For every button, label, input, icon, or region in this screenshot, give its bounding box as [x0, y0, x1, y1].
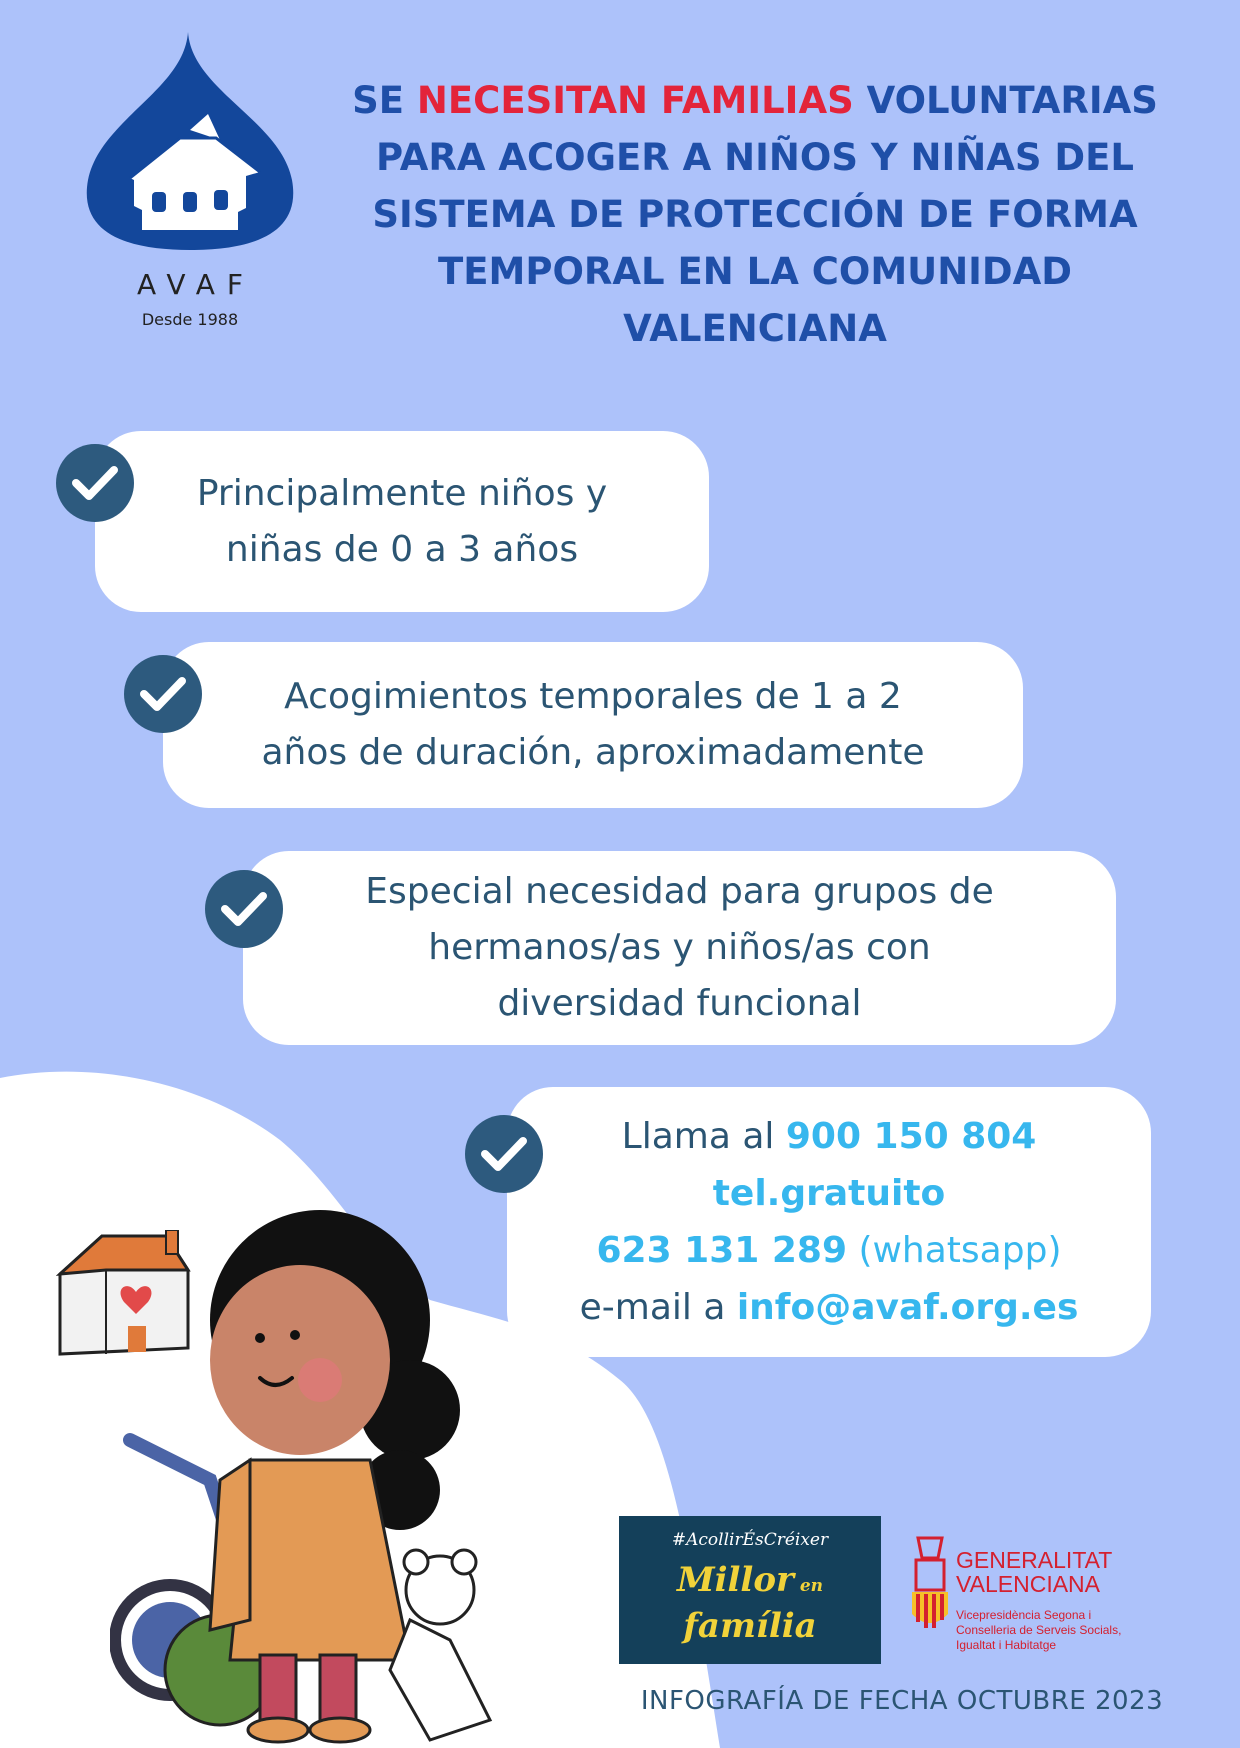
headline-part1: SE — [352, 79, 417, 122]
generalitat-title-2: VALENCIANA — [956, 1571, 1101, 1597]
point-3-line-1: Especial necesidad para grupos de — [365, 871, 994, 912]
generalitat-sub-3: Igualtat i Habitatge — [956, 1638, 1057, 1652]
child-illustration — [110, 1200, 550, 1748]
generalitat-title-1: GENERALITAT — [956, 1547, 1113, 1573]
point-2-line-2: años de duración, aproximadamente — [261, 732, 925, 773]
checkmark-icon — [56, 444, 134, 522]
point-card-1 — [95, 431, 709, 612]
call-prefix: Llama al — [621, 1116, 786, 1157]
point-3-line-3: diversidad funcional — [497, 983, 862, 1024]
avaf-logo — [70, 30, 310, 340]
logo-since: Desde 1988 — [141, 310, 239, 329]
generalitat-logo — [908, 1528, 1158, 1658]
checkmark-icon — [124, 655, 202, 733]
phone-number[interactable]: 900 150 804 — [785, 1116, 1037, 1157]
drop-house-icon — [70, 30, 310, 270]
point-1-line-2: niñas de 0 a 3 años — [225, 528, 579, 570]
point-card-3 — [243, 851, 1116, 1045]
point-3-line-2: hermanos/as y niños/as con — [428, 927, 931, 968]
checkmark-icon — [205, 870, 283, 948]
page-headline — [310, 72, 1200, 357]
campaign-line-1-small: en — [793, 1576, 824, 1596]
campaign-line-1: Millor — [676, 1560, 794, 1600]
call-line — [622, 1108, 1037, 1165]
checkmark-icon — [465, 1115, 543, 1193]
phone-note: tel.gratuito — [712, 1173, 946, 1214]
campaign-line-2: família — [683, 1606, 817, 1646]
whatsapp-line — [596, 1222, 1061, 1279]
generalitat-subtitle — [956, 1608, 1156, 1653]
generalitat-title — [956, 1548, 1112, 1596]
contact-card — [507, 1087, 1151, 1357]
email-line — [580, 1279, 1079, 1336]
campaign-logo — [619, 1516, 881, 1664]
campaign-title — [619, 1560, 881, 1646]
whatsapp-note: (whatsapp) — [847, 1230, 1062, 1271]
whatsapp-number[interactable]: 623 131 289 — [596, 1230, 847, 1271]
headline-highlight: NECESITAN FAMILIAS — [416, 79, 854, 122]
logo-name: AVAF — [137, 268, 255, 301]
point-2-line-1: Acogimientos temporales de 1 a 2 — [284, 676, 902, 717]
point-card-2 — [163, 642, 1023, 808]
email-link[interactable]: info@avaf.org.es — [736, 1287, 1079, 1328]
coat-of-arms-icon — [908, 1528, 952, 1638]
point-1-line-1: Principalmente niños y — [196, 472, 608, 514]
footer-date: INFOGRAFÍA DE FECHA OCTUBRE 2023 — [640, 1686, 1164, 1716]
headline-part3: VOLUNTARIAS PARA ACOGER A NIÑOS Y NIÑAS DEL SISTEMA DE PROTECCIÓN DE FORMA TEMPORAL EN LA COMUNIDAD VALENCIANA — [372, 79, 1158, 350]
generalitat-sub-2: Conselleria de Serveis Socials, — [956, 1623, 1122, 1637]
email-prefix: e-mail a — [579, 1287, 737, 1328]
campaign-hashtag: #AcollirÉsCréixer — [671, 1530, 829, 1550]
generalitat-sub-1: Vicepresidència Segona i — [956, 1608, 1092, 1622]
